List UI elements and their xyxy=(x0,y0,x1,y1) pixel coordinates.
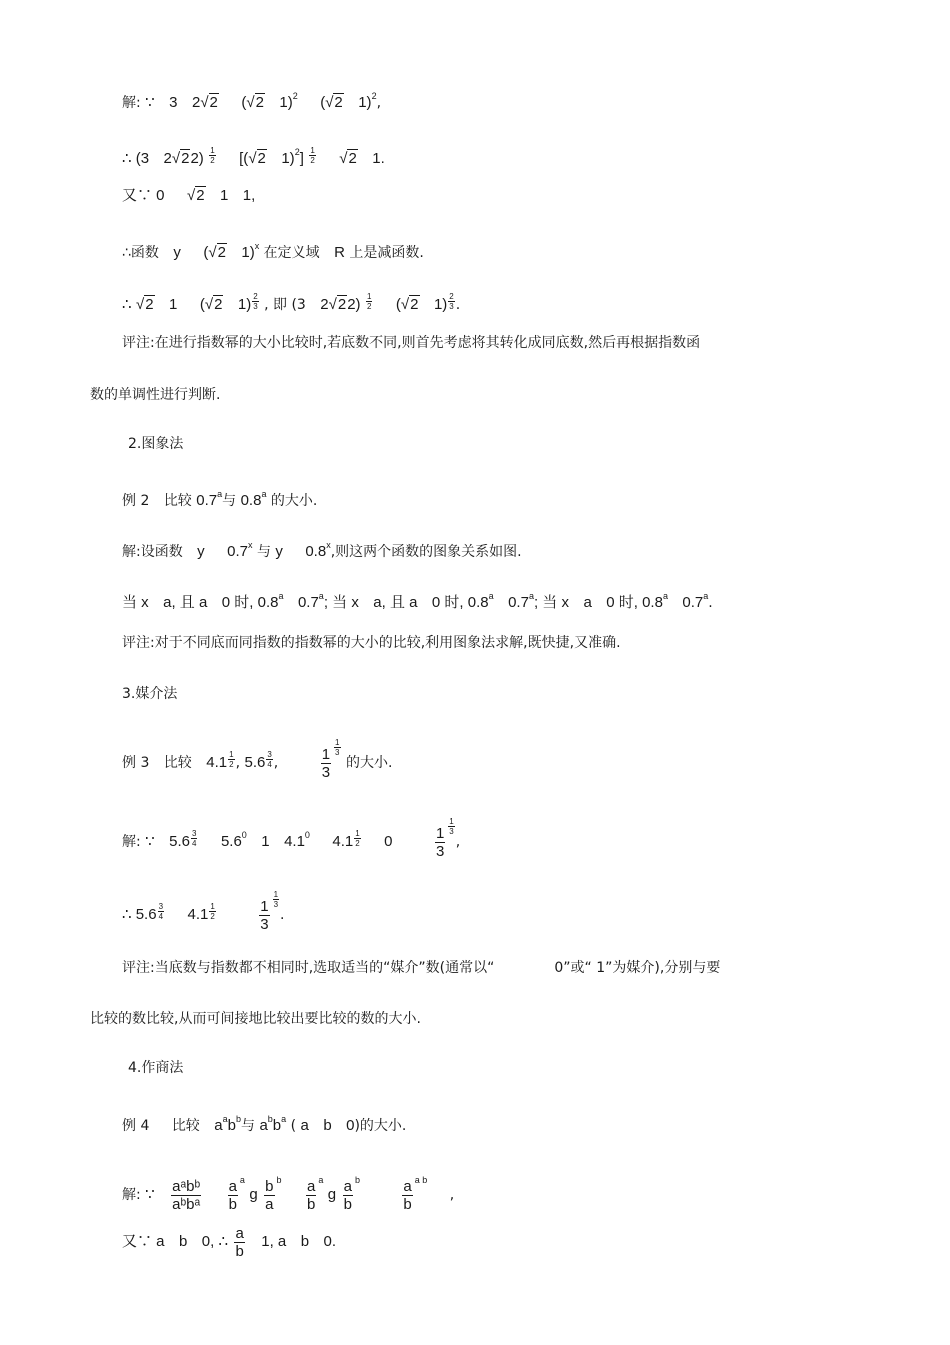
text-run: 解:设函数 xyxy=(122,544,183,560)
text-run: 与 xyxy=(222,493,237,509)
math-term: 4.1 xyxy=(332,833,354,850)
math-term: ∴ 5.6 xyxy=(122,906,157,923)
fraction-exponent: $\frac{1}{2}$ xyxy=(210,902,215,921)
math-term: b xyxy=(178,1233,188,1250)
math-term: 0.8 xyxy=(305,543,327,560)
math-term: 0.7 xyxy=(682,594,704,611)
fraction: $\frac{a}{b}$ xyxy=(228,1177,237,1213)
exponent: b xyxy=(235,1114,241,1124)
math-term: ( xyxy=(395,296,401,313)
math-term: ; 当 x xyxy=(323,594,359,611)
fraction: $\frac{a}{b}$ xyxy=(235,1224,244,1260)
since-symbol: ∵ xyxy=(145,833,155,850)
since-symbol: ∵ xyxy=(145,1186,155,1203)
fraction-exponent: $\frac{1}{3}$ xyxy=(335,738,340,757)
math-term: y xyxy=(275,543,283,560)
sqrt-term: √2 xyxy=(136,296,154,313)
exponent: a xyxy=(281,1114,287,1124)
fraction: $\frac{1}{3}$ xyxy=(321,745,331,781)
sqrt-term: √2 xyxy=(248,150,266,167)
math-term: 又∵ a xyxy=(122,1233,165,1250)
comment-3-line-1 xyxy=(122,958,720,978)
punctuation: . xyxy=(280,907,285,923)
exponent: x xyxy=(254,241,260,251)
fraction-exponent: $\frac{1}{2}$ xyxy=(310,146,315,165)
math-term: 当 x xyxy=(122,594,149,611)
math-term: R xyxy=(334,244,345,261)
math-term: a, 且 a xyxy=(373,594,418,611)
math-term: 1, xyxy=(242,187,256,204)
math-term: 1) xyxy=(281,150,295,167)
solution-line-4 xyxy=(122,236,424,263)
punctuation: ( xyxy=(290,1118,297,1134)
math-term: ( xyxy=(199,296,205,313)
exponent: 0 xyxy=(241,830,247,840)
sqrt-term: √2 xyxy=(208,244,226,261)
math-term: b xyxy=(300,1233,310,1250)
math-term: 2 xyxy=(163,150,172,167)
math-term: ( xyxy=(320,94,326,111)
solution-label: 解: xyxy=(122,1187,141,1203)
punctuation: . xyxy=(455,297,461,313)
exponent: a xyxy=(222,1114,228,1124)
comment-1-line-2: 数的单调性进行判断. xyxy=(90,387,221,403)
exponent: a xyxy=(278,591,284,601)
exponent: x xyxy=(247,540,253,550)
math-term: 2 xyxy=(191,94,201,111)
text-run: ∴函数 xyxy=(122,245,159,261)
math-term: 1) xyxy=(237,296,252,313)
math-term: g xyxy=(249,1186,258,1203)
exponent: a xyxy=(261,489,267,499)
math-term: 5.6 xyxy=(169,833,191,850)
math-term: a xyxy=(583,594,592,611)
text-run: 0”或“ 1”为媒介),分别与要 xyxy=(554,960,721,976)
math-term: 1) xyxy=(358,94,372,111)
exponent: 0 xyxy=(304,830,310,840)
fraction: $\frac{\text{aᵃbᵇ}}{\text{aᵇbᵃ}}$ xyxy=(172,1177,201,1213)
math-term: g xyxy=(327,1186,337,1203)
math-term: y xyxy=(173,244,181,261)
math-term: a xyxy=(300,1117,309,1134)
math-term: b xyxy=(227,1117,236,1134)
conclusion-4 xyxy=(122,1222,336,1262)
math-term: a, 且 a xyxy=(163,594,208,611)
exponent: a b xyxy=(414,1175,428,1185)
math-term: 0, ∴ xyxy=(201,1233,228,1250)
example-label: 例 4 xyxy=(122,1118,150,1134)
math-term: b xyxy=(272,1117,282,1134)
math-term: 3 xyxy=(169,94,178,111)
fraction-exponent: $\frac{1}{2}$ xyxy=(210,146,215,165)
math-term: 1 xyxy=(169,296,178,313)
fraction-exponent: $\frac{1}{2}$ xyxy=(355,829,360,848)
sqrt-term: √2 xyxy=(339,150,357,167)
solution-4 xyxy=(122,1160,454,1215)
exponent: a xyxy=(528,591,534,601)
math-term: 1 xyxy=(261,833,270,850)
math-term: ∴ (3 xyxy=(122,150,150,167)
math-term: ∴ xyxy=(122,296,132,313)
exponent: b xyxy=(276,1175,282,1185)
math-term: [( xyxy=(239,150,249,167)
math-term: 2) xyxy=(347,296,361,313)
fraction: $\frac{a}{b}$ xyxy=(403,1177,412,1213)
math-term: 0.7 xyxy=(297,594,319,611)
example-label: 例 2 xyxy=(122,493,150,509)
exponent: 2 xyxy=(292,91,298,101)
text-run: 评注:当底数与指数都不相同时,选取适当的“媒介”数(通常以“ xyxy=(122,960,495,976)
solution-2 xyxy=(122,535,522,562)
fraction-exponent: $\frac{2}{3}$ xyxy=(449,292,454,311)
fraction-exponent: $\frac{2}{3}$ xyxy=(253,292,258,311)
math-term: 0 xyxy=(346,1117,355,1134)
comment-1-line-1: 评注:在进行指数幂的大小比较时,若底数不同,则首先考虑将其转化成同底数,然后再根据指数函 xyxy=(122,335,701,351)
solution-line-1 xyxy=(122,86,381,113)
example-label: 例 3 xyxy=(122,755,150,771)
punctuation: , xyxy=(235,755,241,771)
fraction-exponent: $\frac{1}{3}$ xyxy=(449,817,454,836)
exponent: a xyxy=(217,489,223,499)
sqrt-term: √2 xyxy=(246,94,264,111)
text-run: 的大小. xyxy=(270,493,318,509)
math-term: 1, a xyxy=(261,1233,287,1250)
section-heading-2: 2.图象法 xyxy=(128,436,184,452)
section-heading-4: 4.作商法 xyxy=(128,1060,184,1076)
case-analysis-line xyxy=(122,586,713,613)
math-term: a xyxy=(259,1117,268,1134)
math-term: 1) xyxy=(241,244,255,261)
punctuation: , xyxy=(449,1187,455,1203)
math-term: 0 时, 0.8 xyxy=(431,594,489,611)
math-term: 4.1 xyxy=(284,833,305,850)
math-term: 又∵ 0 xyxy=(122,187,165,204)
exponent: 2 xyxy=(294,147,300,157)
math-term: 2 xyxy=(320,296,329,313)
sqrt-term: √2 xyxy=(186,187,205,204)
since-symbol: ∵ xyxy=(145,94,155,111)
math-term: 0. xyxy=(323,1233,337,1250)
solution-line-2 xyxy=(122,142,385,169)
conclusion-3 xyxy=(122,890,285,935)
math-term: 0 时, 0.8 xyxy=(221,594,279,611)
text-run: )的大小. xyxy=(354,1118,407,1134)
text-run: 在定义域 xyxy=(263,245,320,261)
fraction: $\frac{a}{b}$ xyxy=(343,1177,352,1213)
text-run: 的大小. xyxy=(345,755,393,771)
punctuation: , xyxy=(455,834,461,850)
sqrt-term: √2 xyxy=(400,296,419,313)
sqrt-term: √2 xyxy=(204,296,223,313)
sqrt-term: √2 xyxy=(328,296,347,313)
math-term: 4.1 xyxy=(187,906,209,923)
math-term: 1 xyxy=(220,187,229,204)
comment-3-line-2: 比较的数比较,从而可间接地比较出要比较的数的大小. xyxy=(90,1011,421,1027)
math-term: 0 时, 0.8 xyxy=(606,594,663,611)
math-term: ( xyxy=(203,244,209,261)
math-term: 0.7 xyxy=(196,492,218,509)
exponent: a xyxy=(318,1175,324,1185)
math-term: 0.7 xyxy=(508,594,529,611)
example-2 xyxy=(122,484,317,511)
exponent: a xyxy=(703,591,709,601)
math-term: 1. xyxy=(372,150,385,167)
math-term: ( xyxy=(241,94,247,111)
example-4 xyxy=(122,1109,406,1136)
solution-label: 解: xyxy=(122,834,141,850)
exponent: x xyxy=(326,540,331,550)
punctuation: , xyxy=(273,755,279,771)
math-term: 0.7 xyxy=(227,543,248,560)
fraction: $\frac{1}{3}$ xyxy=(260,897,269,933)
math-term: y xyxy=(197,543,205,560)
text-run: ,则这两个函数的图象关系如图. xyxy=(330,544,522,560)
fraction: $\frac{b}{a}$ xyxy=(265,1177,274,1213)
solution-label: 解: xyxy=(122,95,141,111)
fraction-exponent: $\frac{1}{2}$ xyxy=(229,750,234,769)
punctuation: , xyxy=(376,95,382,111)
sqrt-term: √2 xyxy=(200,94,218,111)
exponent: a xyxy=(662,591,668,601)
solution-line-3 xyxy=(122,186,255,206)
exponent: 2 xyxy=(371,91,377,101)
text-run: 比较 xyxy=(163,493,192,509)
sqrt-term: √2 xyxy=(171,150,190,167)
text-run: 比较 xyxy=(163,755,192,771)
sqrt-term: √2 xyxy=(325,94,343,111)
fraction: $\frac{1}{3}$ xyxy=(435,824,445,860)
math-term: 2) xyxy=(190,150,204,167)
punctuation: . xyxy=(708,595,713,611)
math-term: 1) xyxy=(433,296,448,313)
exponent: a xyxy=(488,591,494,601)
solution-line-5 xyxy=(122,292,460,315)
fraction-exponent: $\frac{3}{4}$ xyxy=(267,750,272,769)
math-term: ] xyxy=(299,150,304,167)
section-heading-3: 3.媒介法 xyxy=(122,686,178,702)
exponent: b xyxy=(267,1114,273,1124)
text-run: 上是减函数. xyxy=(349,245,424,261)
text-run: 与 xyxy=(240,1118,255,1134)
comment-2: 评注:对于不同底而同指数的指数幂的大小的比较,利用图象法求解,既快捷,又准确. xyxy=(122,635,621,651)
math-term: b xyxy=(323,1117,332,1134)
exponent: a xyxy=(239,1175,245,1185)
fraction: $\frac{a}{b}$ xyxy=(306,1177,316,1213)
fraction-exponent: $\frac{1}{3}$ xyxy=(273,890,279,909)
example-3 xyxy=(122,738,392,783)
math-term: a xyxy=(214,1117,223,1134)
exponent: b xyxy=(354,1175,360,1185)
math-term: 0 xyxy=(384,833,393,850)
math-term: 4.1 xyxy=(206,754,228,771)
exponent: a xyxy=(318,591,324,601)
math-term: 5.6 xyxy=(220,833,242,850)
text-run: 比较 xyxy=(171,1118,200,1134)
solution-3 xyxy=(122,815,460,862)
fraction-exponent: $\frac{3}{4}$ xyxy=(158,902,164,921)
math-term: ; 当 x xyxy=(533,594,569,611)
math-term: 5.6 xyxy=(244,754,266,771)
fraction-exponent: $\frac{3}{4}$ xyxy=(192,829,197,848)
math-term: 0.8 xyxy=(240,492,262,509)
text-run: 与 xyxy=(256,544,271,560)
fraction-exponent: $\frac{1}{2}$ xyxy=(367,292,372,311)
text-run: , 即 (3 xyxy=(264,297,306,313)
math-term: 1) xyxy=(279,94,293,111)
